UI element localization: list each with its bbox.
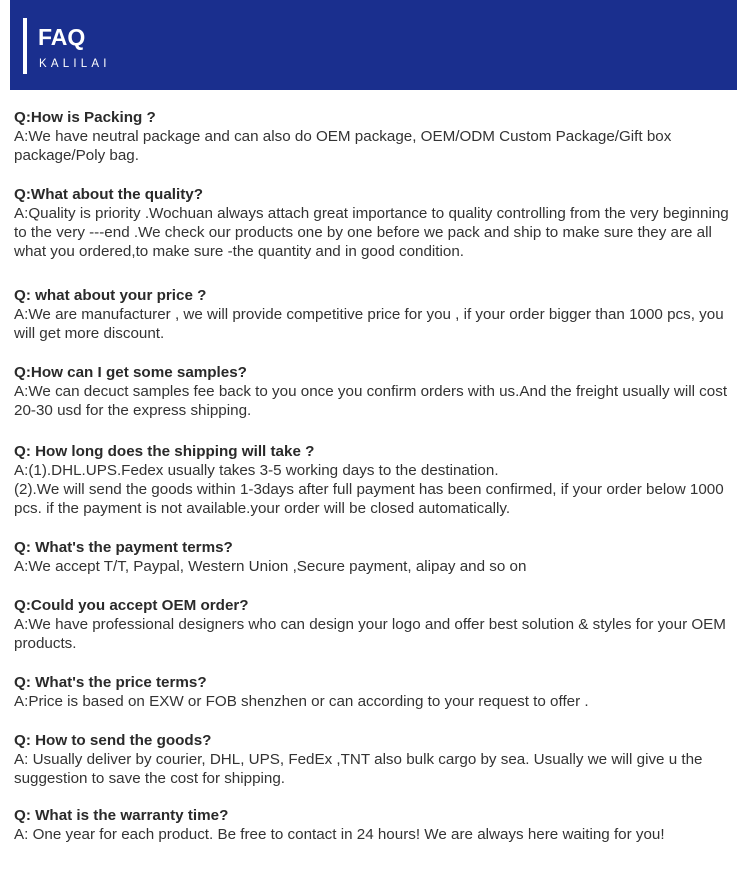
- faq-item-packing: [14, 108, 734, 165]
- faq-question: Q:How is Packing ?: [14, 109, 156, 126]
- header-accent-bar: [23, 18, 27, 74]
- faq-item-oem: [14, 596, 734, 653]
- faq-question: Q: What's the payment terms?: [14, 539, 233, 556]
- faq-answer: A:(1).DHL.UPS.Fedex usually takes 3-5 working days to the destination. (2).We will send the goods within 1-3days after full payment has been confirmed, if your order below 1000 pcs. if the payment is not available.your order will be closed automatically.: [14, 462, 724, 517]
- faq-answer: A:Price is based on EXW or FOB shenzhen or can according to your request to offer .: [14, 693, 589, 710]
- faq-answer: A:We can decuct samples fee back to you once you confirm orders with us.And the freight usually will cost 20-30 usd for the express shipping.: [14, 383, 728, 419]
- faq-item-price-terms: [14, 673, 734, 711]
- faq-item-warranty: [14, 806, 734, 844]
- faq-answer: A: Usually deliver by courier, DHL, UPS, FedEx ,TNT also bulk cargo by sea. Usually we will give u the suggestion to save the cost for shipping.: [14, 751, 703, 787]
- faq-answer: A:We have neutral package and can also do OEM package, OEM/ODM Custom Package/Gift box package/Poly bag.: [14, 128, 672, 164]
- faq-item-quality: [14, 185, 734, 261]
- faq-question: Q: what about your price ?: [14, 287, 207, 304]
- page-title: FAQ: [38, 24, 86, 50]
- faq-answer: A:Quality is priority .Wochuan always attach great importance to quality controlling from the very beginning to the very ---end .We check our products one by one before we pack and ship to make sure they are all what you ordered,to make sure -the quantity and in good condition.: [14, 205, 729, 260]
- faq-question: Q: What is the warranty time?: [14, 807, 229, 824]
- faq-item-samples: [14, 363, 734, 420]
- faq-answer: A:We accept T/T, Paypal, Western Union ,Secure payment, alipay and so on: [14, 558, 527, 575]
- faq-question: Q: How long does the shipping will take ?: [14, 443, 315, 460]
- faq-question: Q:How can I get some samples?: [14, 364, 247, 381]
- faq-item-shipping-time: [14, 442, 734, 518]
- faq-answer: A: One year for each product. Be free to contact in 24 hours! We are always here waiting for you!: [14, 826, 665, 843]
- faq-header-banner: [10, 0, 737, 90]
- faq-question: Q:Could you accept OEM order?: [14, 597, 249, 614]
- brand-name: KALILAI: [39, 58, 111, 70]
- faq-list: [14, 108, 734, 844]
- faq-question: Q:What about the quality?: [14, 186, 203, 203]
- faq-item-price: [14, 286, 734, 343]
- faq-item-payment: [14, 538, 734, 576]
- faq-question: Q: What's the price terms?: [14, 674, 207, 691]
- faq-answer: A:We have professional designers who can design your logo and offer best solution & styles for your OEM products.: [14, 616, 726, 652]
- faq-item-delivery: [14, 731, 734, 788]
- faq-question: Q: How to send the goods?: [14, 732, 212, 749]
- faq-answer: A:We are manufacturer , we will provide competitive price for you , if your order bigger than 1000 pcs, you will get more discount.: [14, 306, 724, 342]
